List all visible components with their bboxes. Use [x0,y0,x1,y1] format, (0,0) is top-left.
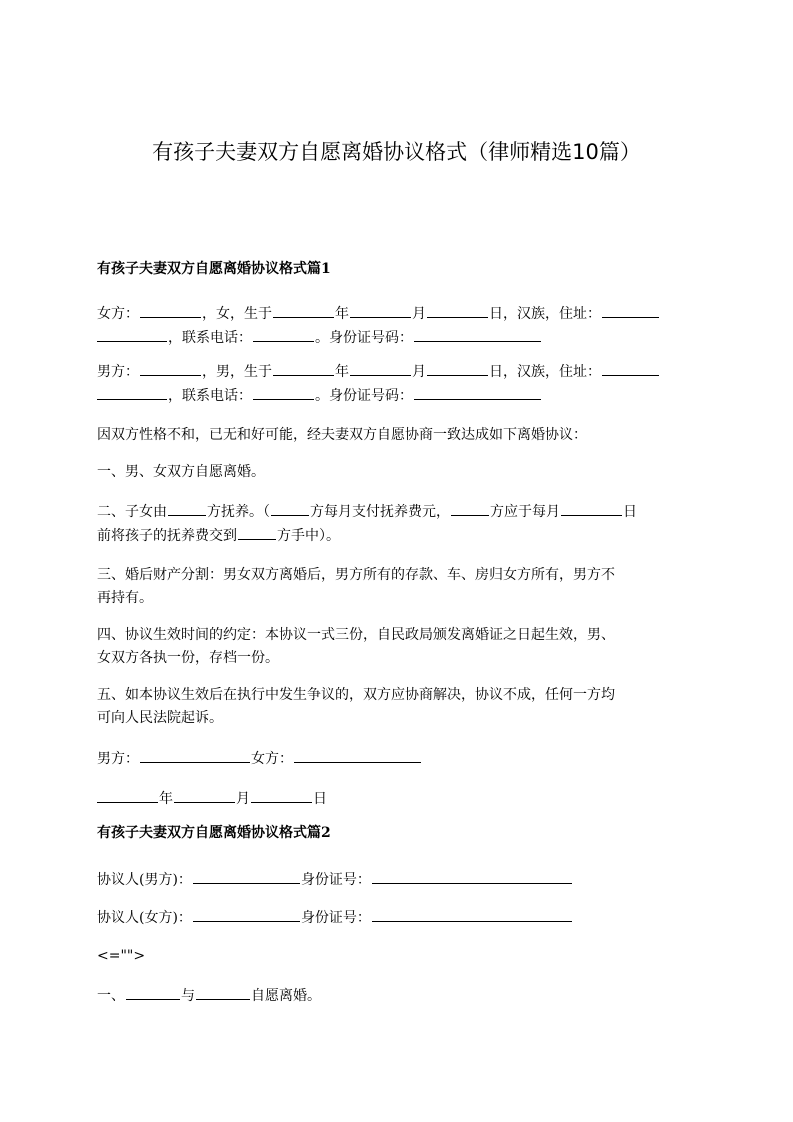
male-signature-field[interactable] [140,747,250,763]
clause-2-line-1 [97,500,697,524]
section-1-heading: 有孩子夫妻双方自愿离婚协议格式篇1 [97,261,331,277]
male-signature-label: 男方： [97,751,139,767]
id-label: 。身份证号码： [315,330,413,346]
blank-field[interactable] [271,500,309,516]
month-text: 月 [412,306,426,322]
blank-field[interactable] [350,360,411,376]
female-party-line-2 [97,326,697,350]
clause-2-text: 方手中）。 [277,528,340,544]
clause-5-line-1: 五、如本协议生效后在执行中发生争议的，双方应协商解决，协议不成，任何一方均 [97,687,615,703]
blank-field[interactable] [372,868,572,884]
year-text: 年 [335,364,349,380]
blank-field[interactable] [372,906,572,922]
clause-text: 一、 [97,988,125,1004]
blank-field[interactable] [193,868,300,884]
blank-field[interactable] [273,302,334,318]
clause-3-line-2: 再持有。 [97,590,153,606]
document-title: 有孩子夫妻双方自愿离婚协议格式（律师精选10篇） [152,140,641,164]
id-label: 身份证号： [300,910,371,926]
male-party-line-2 [97,384,697,408]
clause-2-text: 方抚养。（ [207,504,270,520]
blank-field[interactable] [196,984,250,1000]
blank-field[interactable] [427,302,488,318]
blank-field[interactable] [193,906,300,922]
clause-2-text: 方应于每月 [490,504,560,520]
clause-5-line-2: 可向人民法院起诉。 [97,710,223,726]
phone-label: ，联系电话： [168,388,252,404]
clause-text: 与 [181,988,195,1004]
year-text: 年 [159,791,173,807]
id-label: 。身份证号码： [315,388,413,404]
address-label: 日，汉族，住址： [489,364,601,380]
date-line [97,787,697,811]
month-text: 月 [236,791,250,807]
clause-2-line-2 [97,524,697,548]
clause-3-line-1: 三、婚后财产分割：男女双方离婚后，男方所有的存款、车、房归女方所有，男方不 [97,567,615,583]
blank-field[interactable] [561,500,622,516]
clause-2-text: 前将孩子的抚养费交到 [97,528,237,544]
blank-field[interactable] [273,360,334,376]
blank-field[interactable] [427,360,488,376]
female-label: 女方： [97,306,139,322]
id-label: 身份证号： [300,872,371,888]
clause-4-line-1: 四、协议生效时间的约定：本协议一式三份，自民政局颁发离婚证之日起生效，男、 [97,627,615,643]
clause-1: 一、男、女双方自愿离婚。 [97,464,265,480]
blank-field[interactable] [414,384,541,400]
blank-field[interactable] [602,302,659,318]
female-signature-field[interactable] [294,747,421,763]
clause-2-text: 二、子女由 [97,504,167,520]
party-male-line [97,868,697,892]
female-party-info [97,302,697,350]
blank-field[interactable] [253,384,314,400]
blank-field[interactable] [126,984,180,1000]
party-male-label: 协议人(男方)： [97,872,192,888]
clause-2-text: 方每月支付抚养费元， [310,504,450,520]
signature-line [97,747,697,771]
female-party-line-1 [97,302,697,326]
blank-field[interactable] [253,326,314,342]
clause-5 [97,684,697,730]
blank-field[interactable] [174,787,235,803]
blank-field[interactable] [97,787,158,803]
clause-text: 自愿离婚。 [251,988,321,1004]
female-signature-label: 女方： [251,751,293,767]
male-sex-text: ，男，生于 [202,364,272,380]
blank-field[interactable] [238,524,276,540]
male-party-line-1 [97,360,697,384]
clause-3 [97,564,697,610]
blank-field[interactable] [97,384,167,400]
section-2-clause-1 [97,984,697,1008]
blank-field[interactable] [97,326,167,342]
month-text: 月 [412,364,426,380]
female-sex-text: ，女，生于 [202,306,272,322]
blank-field[interactable] [414,326,541,342]
male-label: 男方： [97,364,139,380]
clause-4-line-2: 女双方各执一份，存档一份。 [97,650,279,666]
blank-field[interactable] [168,500,206,516]
male-party-info [97,360,697,408]
section-2-heading: 有孩子夫妻双方自愿离婚协议格式篇2 [97,825,331,841]
blank-field[interactable] [350,302,411,318]
blank-field[interactable] [140,302,201,318]
year-text: 年 [335,306,349,322]
intro-paragraph: 因双方性格不和，已无和好可能，经夫妻双方自愿协商一致达成如下离婚协议： [97,427,587,443]
address-label: 日，汉族，住址： [489,306,601,322]
clause-4 [97,624,697,670]
clause-2-text: 日 [623,504,637,520]
party-female-label: 协议人(女方)： [97,910,192,926]
blank-field[interactable] [251,787,312,803]
blank-field[interactable] [451,500,489,516]
stray-markup-text: <=""> [97,948,146,964]
blank-field[interactable] [140,360,201,376]
phone-label: ，联系电话： [168,330,252,346]
day-text: 日 [313,791,327,807]
blank-field[interactable] [602,360,659,376]
party-female-line [97,906,697,930]
clause-2 [97,500,697,548]
